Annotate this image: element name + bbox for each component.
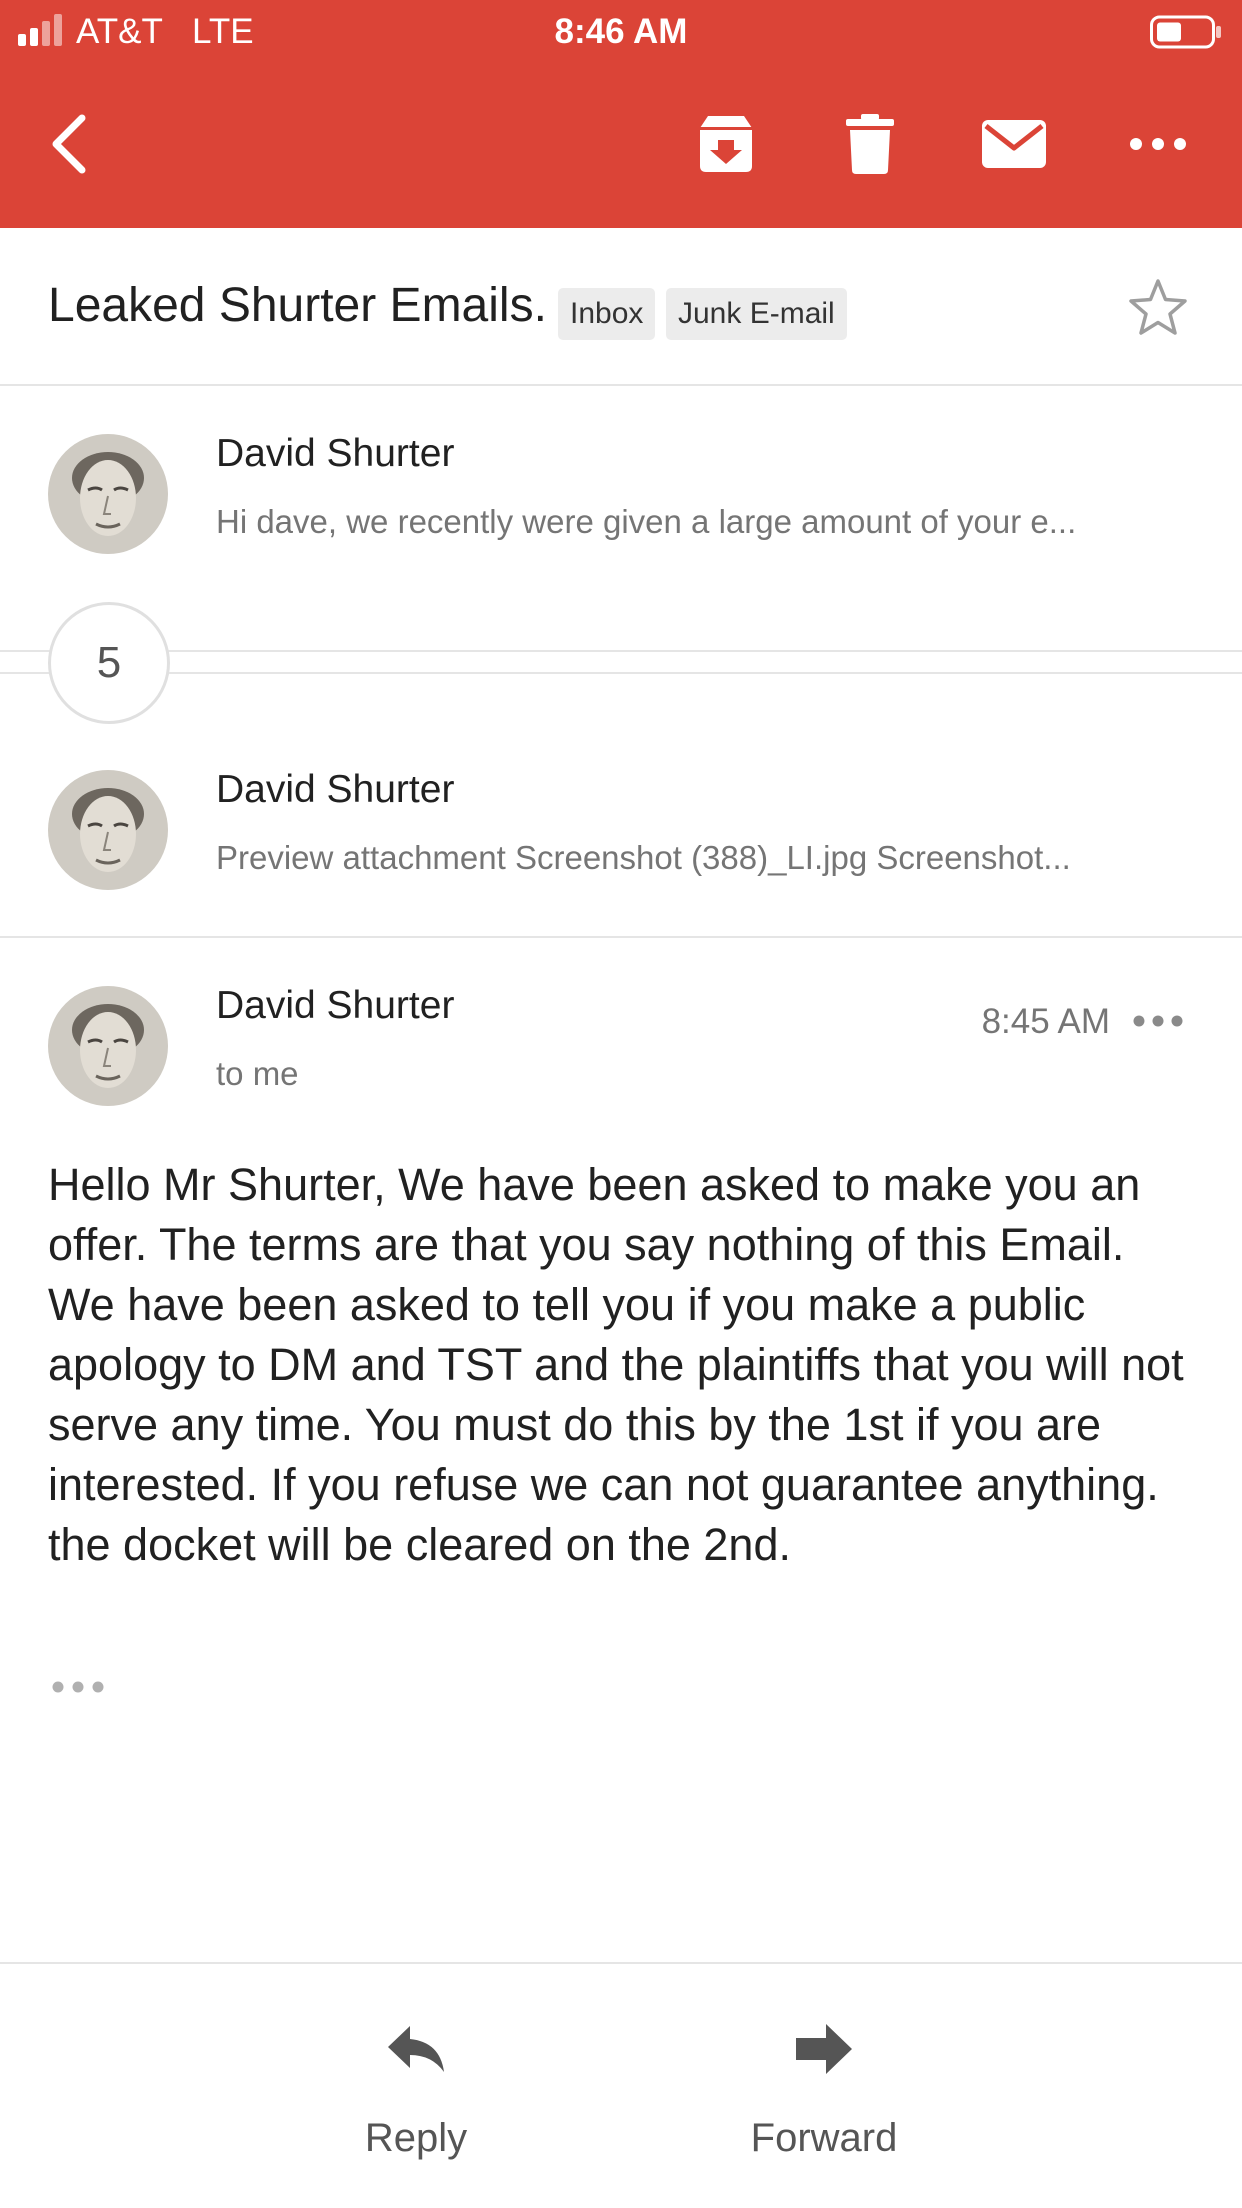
- forward-button[interactable]: [704, 2020, 944, 2170]
- subject-row: [0, 228, 1242, 386]
- label-chip-inbox[interactable]: Inbox: [558, 288, 655, 340]
- message-snippet: Hi dave, we recently were given a large amount of your e...: [216, 503, 1077, 540]
- network-type: LTE: [192, 12, 254, 51]
- avatar: [48, 434, 168, 554]
- sender-name: David Shurter: [216, 768, 455, 811]
- mail-icon[interactable]: [982, 112, 1046, 176]
- message-row[interactable]: [0, 384, 1242, 650]
- avatar: [48, 770, 168, 890]
- sender-name: David Shurter: [216, 432, 455, 475]
- recipient-text[interactable]: to me: [216, 1055, 299, 1092]
- open-message-sender: David Shurter: [216, 984, 455, 1027]
- forward-label: Forward: [750, 2116, 898, 2160]
- expand-quoted-icon[interactable]: [50, 1672, 106, 1702]
- forward-icon: [794, 2020, 854, 2080]
- reply-icon: [386, 2020, 446, 2080]
- thread-subject: Leaked Shurter Emails.: [48, 279, 547, 332]
- back-arrow-icon[interactable]: [40, 112, 104, 176]
- archive-icon[interactable]: [694, 112, 758, 176]
- more-icon[interactable]: [1126, 112, 1190, 176]
- action-bar-divider: [0, 1962, 1242, 1964]
- reply-label: Reply: [364, 2116, 468, 2160]
- message-divider: [0, 936, 1242, 938]
- trash-icon[interactable]: [838, 112, 902, 176]
- battery-icon: [1150, 14, 1222, 50]
- status-time: 8:46 AM: [554, 12, 688, 51]
- avatar: [48, 986, 168, 1106]
- carrier-name: AT&T: [76, 12, 163, 51]
- collapsed-count[interactable]: 5: [48, 602, 170, 724]
- message-time: 8:45 AM: [981, 1002, 1110, 1041]
- message-row[interactable]: [0, 674, 1242, 936]
- message-more-icon[interactable]: [1132, 1006, 1184, 1036]
- message-body: Hello Mr Shurter, We have been asked to make you an offer. The terms are that you say nothing of this Email. We have been asked to tell you if you make a public apology to DM and TST and the plaintiffs that you will not serve any time. You must do this by the 1st if you are interested. If you refuse we can not guarantee anything. the docket will be cleared on the 2nd.: [48, 1159, 1184, 1570]
- top-app-bar: [0, 0, 1242, 228]
- reply-button[interactable]: [296, 2020, 536, 2170]
- star-icon[interactable]: [1126, 276, 1190, 340]
- collapsed-divider-top: [0, 650, 1242, 652]
- label-chip-junk[interactable]: Junk E-mail: [666, 288, 847, 340]
- message-snippet: Preview attachment Screenshot (388)_LI.jpg Screenshot...: [216, 839, 1071, 876]
